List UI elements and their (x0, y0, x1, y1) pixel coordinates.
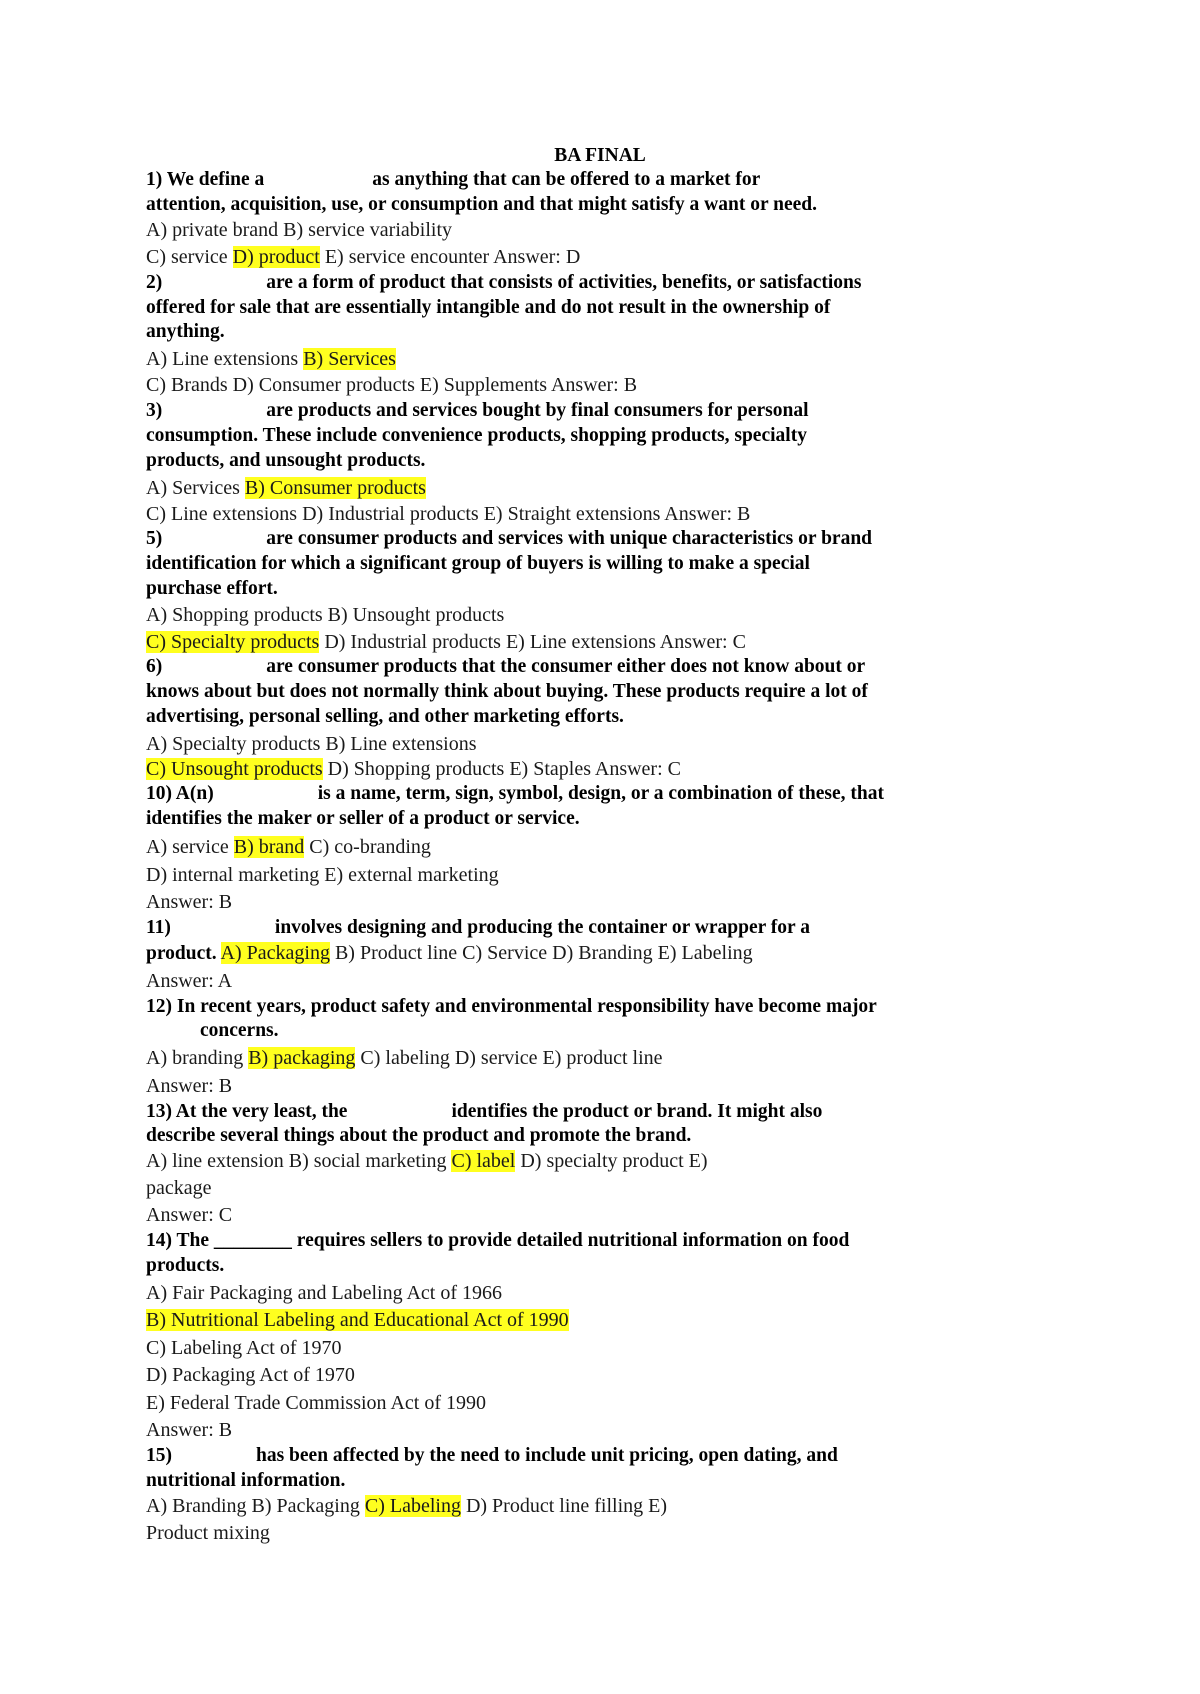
question-15-stem-cont: nutritional information. (146, 1470, 346, 1491)
highlighted-answer: C) label (451, 1150, 516, 1172)
question-14-option-e: E) Federal Trade Commission Act of 1990 (146, 1392, 486, 1414)
question-3-stem (146, 399, 809, 423)
highlighted-answer: C) Specialty products (146, 631, 320, 653)
question-6-number: 6) (146, 656, 163, 677)
question-14-option-d: D) Packaging Act of 1970 (146, 1364, 355, 1386)
question-6-stem-cont: advertising, personal selling, and other marketing efforts. (146, 706, 624, 727)
question-5-stem (146, 527, 872, 551)
question-13-number: 13) At the very least, the (146, 1101, 348, 1122)
question-2-number: 2) (146, 272, 163, 293)
question-1-stem (146, 168, 760, 192)
option-text: D) Industrial products E) Line extensions Answer: C (324, 631, 746, 653)
question-1-options-b (146, 245, 580, 269)
question-13-options-b: package (146, 1177, 212, 1199)
question-11-number: 11) (146, 917, 171, 938)
question-14-option-b (146, 1308, 569, 1332)
question-1-stem-cont: attention, acquisition, use, or consumption and that might satisfy a want or need. (146, 194, 818, 215)
question-10-options-a (146, 835, 431, 859)
question-12-stem-cont: concerns. (200, 1020, 279, 1041)
highlighted-answer: B) packaging (248, 1047, 356, 1069)
option-text: C) labeling D) service E) product line (360, 1047, 663, 1069)
question-14-text: requires sellers to provide detailed nutritional information on food (296, 1230, 850, 1251)
question-10-number: 10) A(n) (146, 783, 214, 804)
question-15-stem (146, 1444, 838, 1468)
question-1-number: 1) We define a (146, 169, 265, 190)
question-5-options-b (146, 630, 746, 654)
option-text: A) Line extensions (146, 348, 299, 370)
question-12-answer: Answer: B (146, 1075, 233, 1097)
question-11-answer: Answer: A (146, 970, 233, 992)
question-12-stem: 12) In recent years, product safety and environmental responsibility have become major (146, 996, 877, 1017)
question-3-stem-cont: products, and unsought products. (146, 450, 426, 471)
question-15-text: has been affected by the need to include unit pricing, open dating, and (256, 1445, 838, 1466)
question-6-options-a: A) Specialty products B) Line extensions (146, 733, 477, 755)
highlighted-answer: C) Labeling (364, 1495, 461, 1517)
question-13-stem-cont: describe several things about the product and promote the brand. (146, 1125, 692, 1146)
question-3-stem-cont: consumption. These include convenience products, shopping products, specialty (146, 425, 807, 446)
question-11-text: product. (146, 943, 217, 964)
question-15-number: 15) (146, 1445, 172, 1466)
question-2-stem-cont: offered for sale that are essentially intangible and do not result in the ownership of (146, 297, 831, 318)
question-13-stem (146, 1100, 822, 1124)
highlighted-answer: B) Nutritional Labeling and Educational Act of 1990 (146, 1309, 569, 1331)
question-6-stem (146, 655, 865, 679)
option-text: D) Product line filling E) (465, 1495, 668, 1517)
question-10-answer: Answer: B (146, 891, 233, 913)
question-5-text: are consumer products and services with unique characteristics or brand (266, 528, 873, 549)
question-3-number: 3) (146, 400, 163, 421)
question-2-stem (146, 271, 861, 295)
question-1-options-a: A) private brand B) service variability (146, 219, 452, 241)
question-11-stem-cont (146, 941, 753, 966)
option-text: E) service encounter Answer: D (324, 246, 581, 268)
question-6-text: are consumer products that the consumer either does not know about or (266, 656, 866, 677)
question-3-options-b: C) Line extensions D) Industrial products E) Straight extensions Answer: B (146, 503, 751, 525)
question-14-stem-cont: products. (146, 1255, 225, 1276)
option-text: A) branding (146, 1047, 244, 1069)
question-14-option-a: A) Fair Packaging and Labeling Act of 1966 (146, 1282, 503, 1304)
option-text: A) service (146, 836, 229, 858)
question-15-options-a (146, 1494, 667, 1518)
question-14-answer: Answer: B (146, 1419, 233, 1441)
question-3-text: are products and services bought by final consumers for personal (266, 400, 809, 421)
question-10-stem-cont: identifies the maker or seller of a product or service. (146, 808, 580, 829)
question-11-stem (146, 916, 810, 940)
question-1-text: as anything that can be offered to a market for (372, 169, 761, 190)
option-text: C) co-branding (309, 836, 431, 858)
option-text: B) Product line C) Service D) Branding E) Labeling (334, 942, 753, 964)
question-2-stem-cont: anything. (146, 321, 225, 342)
option-text: D) Shopping products E) Staples Answer: C (327, 758, 681, 780)
question-2-options-b: C) Brands D) Consumer products E) Supplements Answer: B (146, 374, 638, 396)
highlighted-answer: A) Packaging (220, 942, 330, 964)
question-10-stem (146, 782, 884, 806)
question-10-text: is a name, term, sign, symbol, design, or a combination of these, that (317, 783, 884, 804)
question-2-options-a (146, 347, 396, 371)
question-14-number: 14) The (146, 1230, 210, 1251)
question-6-options-b (146, 757, 681, 781)
option-text: A) line extension B) social marketing (146, 1150, 447, 1172)
document-title: BA FINAL (554, 145, 646, 166)
option-text: C) service (146, 246, 228, 268)
question-15-options-b: Product mixing (146, 1522, 270, 1544)
question-14-option-c: C) Labeling Act of 1970 (146, 1337, 342, 1359)
question-13-options-a (146, 1149, 708, 1173)
question-5-number: 5) (146, 528, 163, 549)
question-5-options-a: A) Shopping products B) Unsought products (146, 604, 505, 626)
option-text: D) specialty product E) (520, 1150, 708, 1172)
question-13-answer: Answer: C (146, 1204, 233, 1226)
highlighted-answer: B) brand (233, 836, 305, 858)
question-5-stem-cont: identification for which a significant group of buyers is willing to make a special (146, 553, 810, 574)
question-3-options-a (146, 476, 426, 500)
highlighted-answer: C) Unsought products (146, 758, 323, 780)
question-2-text: are a form of product that consists of activities, benefits, or satisfactions (266, 272, 862, 293)
question-13-text: identifies the product or brand. It might also (451, 1101, 823, 1122)
question-14-stem (146, 1229, 849, 1253)
blank-line: ________ (213, 1230, 292, 1251)
question-6-stem-cont: knows about but does not normally think about buying. These products require a lot of (146, 681, 868, 702)
question-11-text: involves designing and producing the container or wrapper for a (274, 917, 810, 938)
highlighted-answer: D) product (232, 246, 320, 268)
highlighted-answer: B) Services (303, 348, 396, 370)
question-5-stem-cont: purchase effort. (146, 578, 278, 599)
highlighted-answer: B) Consumer products (244, 477, 426, 499)
question-12-options-a (146, 1046, 663, 1070)
option-text: A) Branding B) Packaging (146, 1495, 360, 1517)
question-10-options-b: D) internal marketing E) external marketing (146, 864, 499, 886)
option-text: A) Services (146, 477, 240, 499)
